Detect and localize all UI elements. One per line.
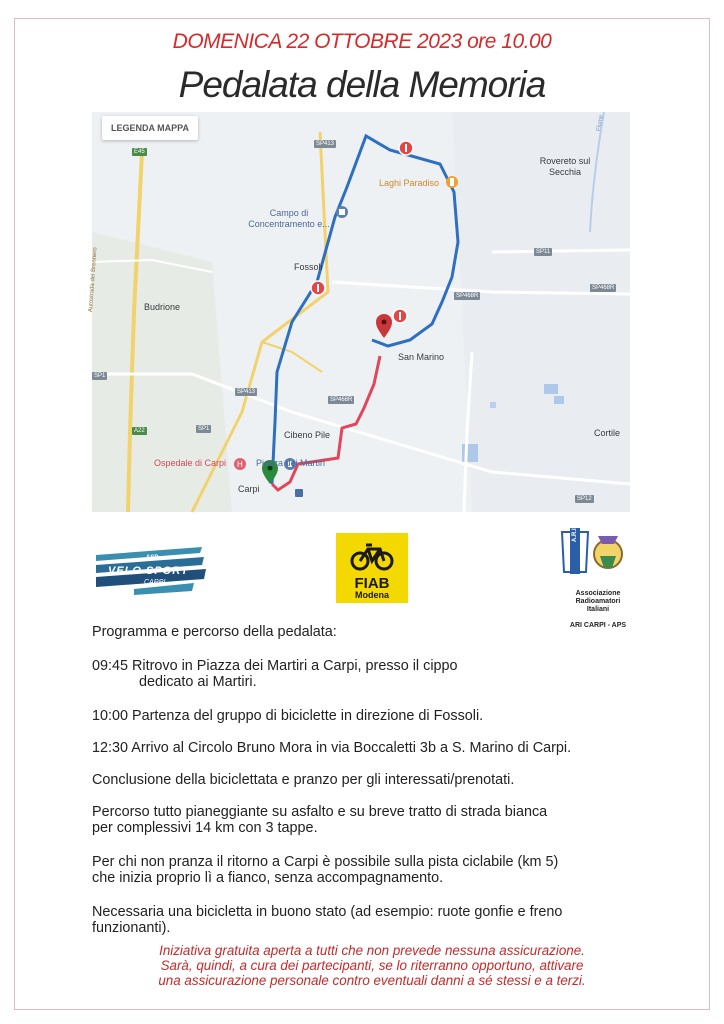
program-ritorno-1: Per chi non pranza il ritorno a Carpi è possibile sulla pista ciclabile (km 5) [92,854,559,870]
hospital-poi-icon [234,458,246,470]
stop-marker-icon [311,281,325,295]
ari-line2: Radioamatori [575,598,621,605]
water-patch [462,444,478,462]
map-label-piazza: Piazza dei Martiri [256,458,326,468]
map-label-budrione: Budrione [144,302,181,312]
event-date: DOMENICA 22 OTTOBRE 2023 ore 10.00 [172,30,552,53]
ari-seal-text: A.R.I. [572,526,578,542]
fiab-city: Modena [354,590,389,600]
program-item-1230: 12:30 Arrivo al Circolo Bruno Mora in via Boccaletti 3b a S. Marino di Carpi. [92,740,572,756]
road-tag: SP413 [316,141,335,147]
event-title: Pedalata della Memoria [178,64,546,105]
velo-asd: ASD [146,555,159,561]
road-tag: A22 [134,428,145,434]
road-tag: SP468R [456,293,479,299]
route-map[interactable] [88,112,630,512]
program-conclusion: Conclusione della biciclettata e pranzo per gli interessati/prenotati. [92,772,515,788]
map-label-carpi: Carpi [238,484,260,494]
road-tag: SP1 [198,426,210,432]
program-item-1000: 10:00 Partenza del gruppo di biciclette in direzione di Fossoli. [92,708,484,724]
road-tag: SP12 [577,496,592,502]
velo-name: VELO SPORT [108,565,189,577]
map-label-campo: Campo di Concentramento e... [248,208,330,229]
museum-poi-icon [336,206,348,218]
ari-line4: ARI CARPI - APS [569,622,627,629]
program-percorso-1: Percorso tutto pianeggiante su asfalto e su breve tratto di strada bianca [92,804,548,820]
map-label-autostrada: Autostrada del Brennero [88,247,99,313]
program-heading: Programma e percorso della pedalata: [92,624,337,640]
road-tag: E45 [134,149,145,155]
insurance-note [112,943,632,988]
map-legend-button[interactable]: LEGENDA MAPPA [102,116,198,140]
velo-sport-logo [94,545,206,597]
fiab-name: FIAB [354,575,390,592]
ari-logo [548,522,648,634]
bicycle-icon [336,537,408,577]
water-patch [490,402,496,408]
water-patch [554,396,564,404]
svg-text:H: H [237,460,243,469]
road-tag: SP468R [592,285,615,291]
transit-poi-icon [295,489,303,497]
ari-line1: Associazione [575,590,621,597]
water-patch [544,384,558,394]
map-label-cortile: Cortile [594,428,621,438]
road-sp11 [492,250,630,252]
map-label-fiume: Fiume [595,114,605,132]
velo-sub: CARPI [144,579,166,586]
stop-marker-icon [393,309,407,323]
road-tag: SP413 [237,389,256,395]
map-label-laghi: Laghi Paradiso [379,178,440,188]
road-tag: SP468R [330,397,353,403]
program-bici-1: Necessaria una bicicletta in buono stato (ad esempio: ruote gonfie e freno [92,904,563,920]
fiab-logo [336,533,408,603]
note-line2: Sarà, quindi, a cura dei partecipanti, se lo riterranno opportuno, attivare [160,958,584,973]
ari-seal-icon [548,522,648,580]
map-label-san-marino: San Marino [398,352,445,362]
program-ritorno-2: che inizia proprio lì a fianco, senza accompagnamento. [92,870,444,886]
map-label-fossoli: Fossoli [294,262,323,272]
lake-poi-icon [446,176,458,188]
road-tag: SP11 [536,249,551,255]
program-percorso-2: per complessivi 14 km con 3 tappe. [92,820,318,836]
program-item-0945: 09:45 Ritrovo in Piazza dei Martiri a Carpi, presso il cippo [92,658,458,674]
map-label-rovereto: Rovereto sul Secchia [539,156,591,177]
stop-marker-icon [399,141,413,155]
map-label-cibeno: Cibeno Pile [284,430,331,440]
field-area [92,232,232,512]
map-label-ospedale: Ospedale di Carpi [154,458,227,468]
note-line1: Iniziativa gratuita aperta a tutti che non prevede nessuna assicurazione. [159,943,585,958]
program-bici-2: funzionanti). [92,920,171,936]
ari-line3: Italiani [586,606,610,613]
road-tag: SP1 [94,373,106,379]
program-item-0945-cont: dedicato ai Martiri. [139,674,257,690]
note-line3: una assicurazione personale contro eventuali danni a sé stessi e a terzi. [158,973,586,988]
